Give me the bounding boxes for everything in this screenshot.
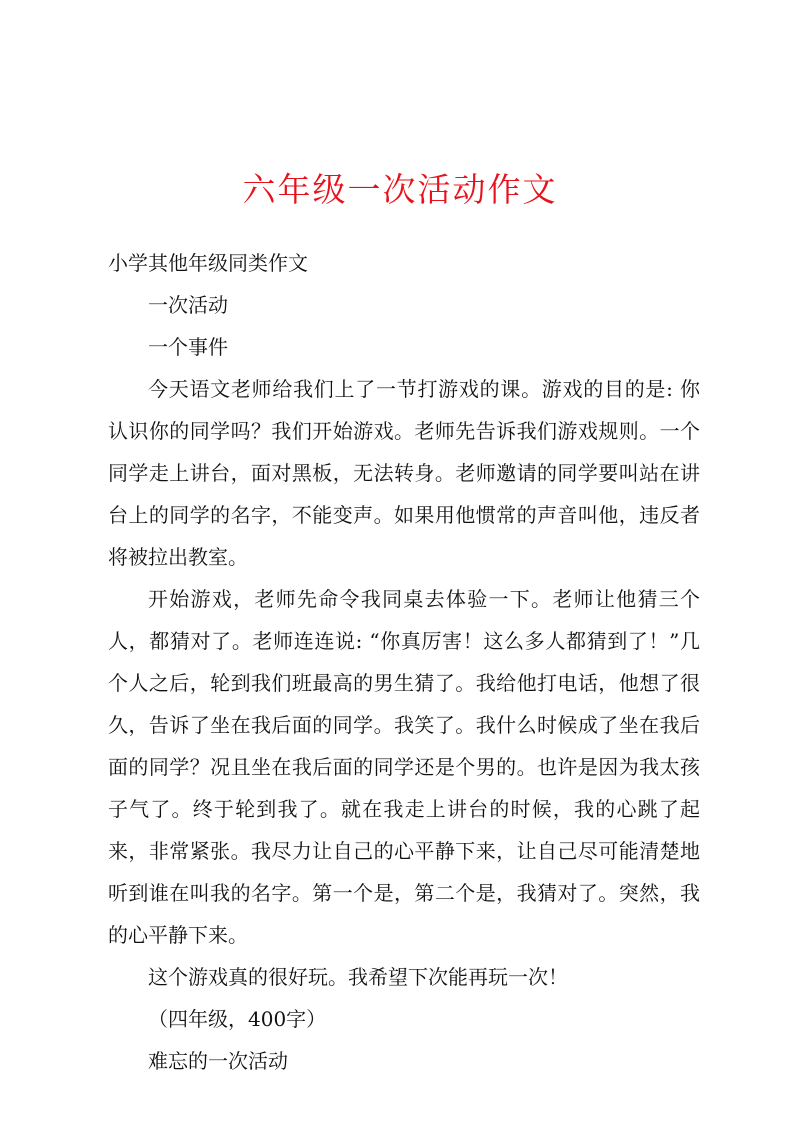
author-note: （四年级，400字）: [148, 1007, 327, 1031]
body-paragraph: 开始游戏，老师先命令我同桌去体验一下。老师让他猜三个人，都猜对了。老师连连说: “你真厉害！这么多人都猜到了！”几个人之后，轮到我们班最高的男生猜了。我给他打电话，他想了很久，告诉了坐在我后面的同学。我笑了。我什么时候成了坐在我后面的同学？况且坐在我后面的同学还是个男的。也许是因为我太孩子气了。终于轮到我了。就在我走上讲台的时候，我的心跳了起来，非常紧张。我尽力让自己的心平静下来，让自己尽可能清楚地听到谁在叫我的名字。第一个是，第二个是，我猜对了。突然，我的心平静下来。: [108, 587, 700, 947]
document-title: 六年级一次活动作文: [242, 170, 558, 209]
document-body: [108, 242, 700, 1082]
category-line: 小学其他年级同类作文: [108, 251, 308, 275]
section-heading-activity: 一次活动: [148, 293, 228, 317]
section-heading-event: 一个事件: [148, 335, 228, 359]
next-essay-title: 难忘的一次活动: [148, 1049, 288, 1073]
body-paragraph: 这个游戏真的很好玩。我希望下次能再玩一次！: [148, 965, 568, 989]
body-paragraph: 今天语文老师给我们上了一节打游戏的课。游戏的目的是: 你认识你的同学吗？我们开始游戏。老师先告诉我们游戏规则。一个同学走上讲台，面对黑板，无法转身。老师邀请的同学要叫站在讲台上的同学的名字，不能变声。如果用他惯常的声音叫他，违反者将被拉出教室。: [108, 377, 700, 569]
